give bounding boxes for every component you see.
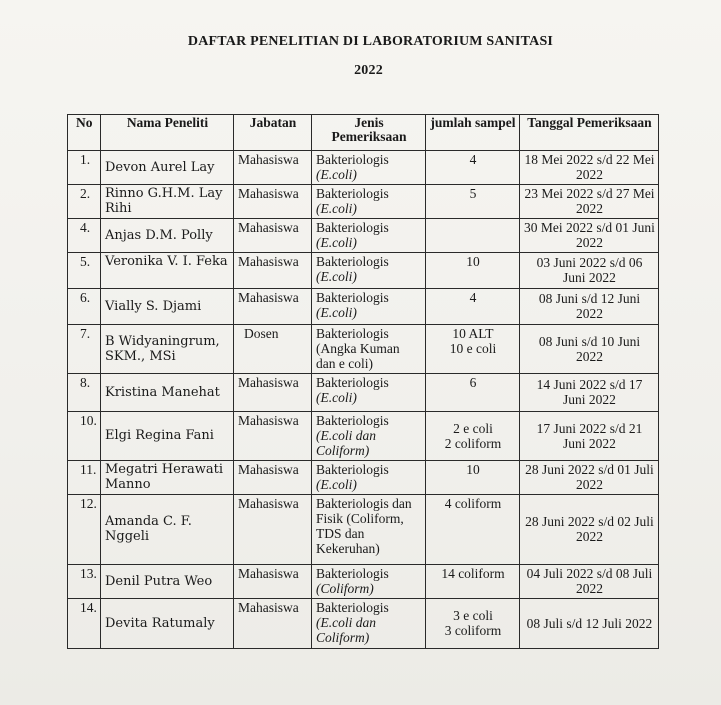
cell-jumlah: 4 coliform — [426, 495, 520, 565]
table-row — [68, 185, 659, 219]
cell-no: 12. — [68, 495, 101, 565]
cell-no: 5. — [68, 253, 101, 289]
jenis-line: Bakteriologis — [316, 152, 389, 167]
cell-nama: Anjas D.M. Polly — [101, 219, 234, 253]
cell-no: 2. — [68, 185, 101, 219]
cell-jumlah: 10 — [426, 461, 520, 495]
cell-tanggal: 28 Juni 2022 s/d 01 Juli 2022 — [520, 461, 659, 495]
jumlah-line: 2 coliform — [444, 435, 502, 451]
jenis-line-italic: (E.coli dan Coliform) — [316, 615, 376, 645]
jenis-line-italic: (Coliform) — [316, 581, 374, 596]
cell-nama: Elgi Regina Fani — [101, 412, 234, 461]
table-row — [68, 374, 659, 412]
cell-tanggal: 08 Juni s/d 12 Juni 2022 — [520, 289, 659, 325]
cell-jenis — [312, 185, 426, 219]
cell-tanggal: 30 Mei 2022 s/d 01 Juni 2022 — [520, 219, 659, 253]
cell-no: 7. — [68, 325, 101, 374]
cell-jabatan: Mahasiswa — [234, 461, 312, 495]
jenis-line: Bakteriologis — [316, 326, 389, 341]
cell-jumlah: 4 — [426, 151, 520, 185]
cell-jabatan: Mahasiswa — [234, 151, 312, 185]
cell-jumlah — [426, 219, 520, 253]
cell-no: 10. — [68, 412, 101, 461]
header-no: No — [68, 115, 101, 151]
cell-jabatan: Mahasiswa — [234, 412, 312, 461]
jenis-line: Bakteriologis — [316, 254, 389, 269]
cell-jenis — [312, 219, 426, 253]
cell-tanggal: 14 Juni 2022 s/d 17 Juni 2022 — [520, 374, 659, 412]
cell-jabatan: Mahasiswa — [234, 185, 312, 219]
research-table — [67, 114, 659, 649]
cell-nama: Amanda C. F. Nggeli — [101, 495, 234, 565]
cell-jumlah: 4 — [426, 289, 520, 325]
cell-no: 1. — [68, 151, 101, 185]
cell-jumlah: 10 — [426, 253, 520, 289]
cell-tanggal: 04 Juli 2022 s/d 08 Juli 2022 — [520, 565, 659, 599]
jenis-line-italic: (E.coli) — [316, 269, 357, 284]
table-row — [68, 325, 659, 374]
jenis-line-italic: (E.coli dan Coliform) — [316, 428, 376, 458]
jumlah-line: 2 e coli — [453, 420, 493, 436]
cell-no: 4. — [68, 219, 101, 253]
cell-no: 13. — [68, 565, 101, 599]
cell-nama: Devon Aurel Lay — [101, 151, 234, 185]
cell-no: 11. — [68, 461, 101, 495]
header-jenis: Jenis Pemeriksaan — [312, 115, 426, 151]
jenis-line: Bakteriologis — [316, 375, 389, 390]
cell-tanggal: 08 Juli s/d 12 Juli 2022 — [520, 599, 659, 649]
cell-jumlah — [426, 412, 520, 461]
cell-nama: Devita Ratumaly — [101, 599, 234, 649]
cell-nama: Veronika V. I. Feka — [101, 253, 234, 289]
jenis-line-italic: (E.coli) — [316, 167, 357, 182]
document-year: 2022 — [354, 63, 383, 78]
cell-no: 8. — [68, 374, 101, 412]
table-row — [68, 219, 659, 253]
cell-jenis — [312, 374, 426, 412]
table-row — [68, 599, 659, 649]
cell-jenis — [312, 412, 426, 461]
cell-nama: Vially S. Djami — [101, 289, 234, 325]
cell-jenis — [312, 565, 426, 599]
cell-jenis — [312, 325, 426, 374]
cell-nama: Kristina Manehat — [101, 374, 234, 412]
cell-jumlah: 6 — [426, 374, 520, 412]
header-jabatan: Jabatan — [234, 115, 312, 151]
table-row — [68, 461, 659, 495]
cell-tanggal: 03 Juni 2022 s/d 06 Juni 2022 — [520, 253, 659, 289]
jenis-line: Bakteriologis — [316, 413, 389, 428]
cell-jumlah — [426, 599, 520, 649]
cell-jenis — [312, 253, 426, 289]
jumlah-line: 10 e coli — [449, 341, 497, 356]
table-row — [68, 495, 659, 565]
jenis-line-italic: (E.coli) — [316, 201, 357, 216]
cell-jenis — [312, 461, 426, 495]
cell-jumlah: 5 — [426, 185, 520, 219]
cell-tanggal: 18 Mei 2022 s/d 22 Mei 2022 — [520, 151, 659, 185]
jenis-line-italic: (E.coli) — [316, 305, 357, 320]
header-nama: Nama Peneliti — [101, 115, 234, 151]
cell-jabatan: Mahasiswa — [234, 374, 312, 412]
cell-jenis: Bakteriologis dan Fisik (Coliform, TDS dan Kekeruhan) — [312, 495, 426, 565]
cell-tanggal: 08 Juni s/d 10 Juni 2022 — [520, 325, 659, 374]
header-tanggal: Tanggal Pemeriksaan — [520, 115, 659, 151]
cell-jenis — [312, 599, 426, 649]
jenis-line: Bakteriologis — [316, 186, 389, 201]
jenis-line: Bakteriologis — [316, 600, 389, 615]
jumlah-line: 3 e coli — [453, 608, 493, 623]
cell-tanggal: 17 Juni 2022 s/d 21 Juni 2022 — [520, 412, 659, 461]
cell-jumlah: 14 coliform — [426, 565, 520, 599]
table-row — [68, 253, 659, 289]
jenis-line-italic: (E.coli) — [316, 477, 357, 492]
cell-nama: Megatri Herawati Manno — [101, 461, 234, 495]
cell-nama: Denil Putra Weo — [101, 565, 234, 599]
table-row — [68, 412, 659, 461]
cell-nama: Rinno G.H.M. Lay Rihi — [101, 185, 234, 219]
cell-nama: B Widyaningrum, SKM., MSi — [101, 325, 234, 374]
header-jumlah: jumlah sampel — [426, 115, 520, 151]
cell-jenis — [312, 151, 426, 185]
jenis-line-italic: (E.coli) — [316, 390, 357, 405]
jenis-line-italic: (E.coli) — [316, 235, 357, 250]
cell-jabatan: Mahasiswa — [234, 253, 312, 289]
table-header-row — [68, 115, 659, 151]
jenis-line: Bakteriologis — [316, 290, 389, 305]
jenis-line: Bakteriologis — [316, 462, 389, 477]
jenis-line: Bakteriologis — [316, 566, 389, 581]
table-row — [68, 565, 659, 599]
cell-tanggal: 28 Juni 2022 s/d 02 Juli 2022 — [520, 495, 659, 565]
table-row — [68, 151, 659, 185]
jenis-line: (Angka Kuman dan e coli) — [316, 341, 400, 371]
cell-no: 14. — [68, 599, 101, 649]
document-title: DAFTAR PENELITIAN DI LABORATORIUM SANITASI — [187, 34, 554, 49]
cell-jabatan: Mahasiswa — [234, 495, 312, 565]
table-row — [68, 289, 659, 325]
cell-jabatan: Dosen — [234, 325, 312, 374]
jumlah-line: 10 ALT — [452, 326, 494, 341]
jumlah-line: 3 coliform — [444, 623, 502, 638]
cell-jabatan: Mahasiswa — [234, 599, 312, 649]
cell-jabatan: Mahasiswa — [234, 219, 312, 253]
cell-tanggal: 23 Mei 2022 s/d 27 Mei 2022 — [520, 185, 659, 219]
cell-jumlah — [426, 325, 520, 374]
cell-jenis — [312, 289, 426, 325]
jenis-line: Bakteriologis — [316, 220, 389, 235]
cell-jabatan: Mahasiswa — [234, 565, 312, 599]
cell-no: 6. — [68, 289, 101, 325]
cell-jabatan: Mahasiswa — [234, 289, 312, 325]
